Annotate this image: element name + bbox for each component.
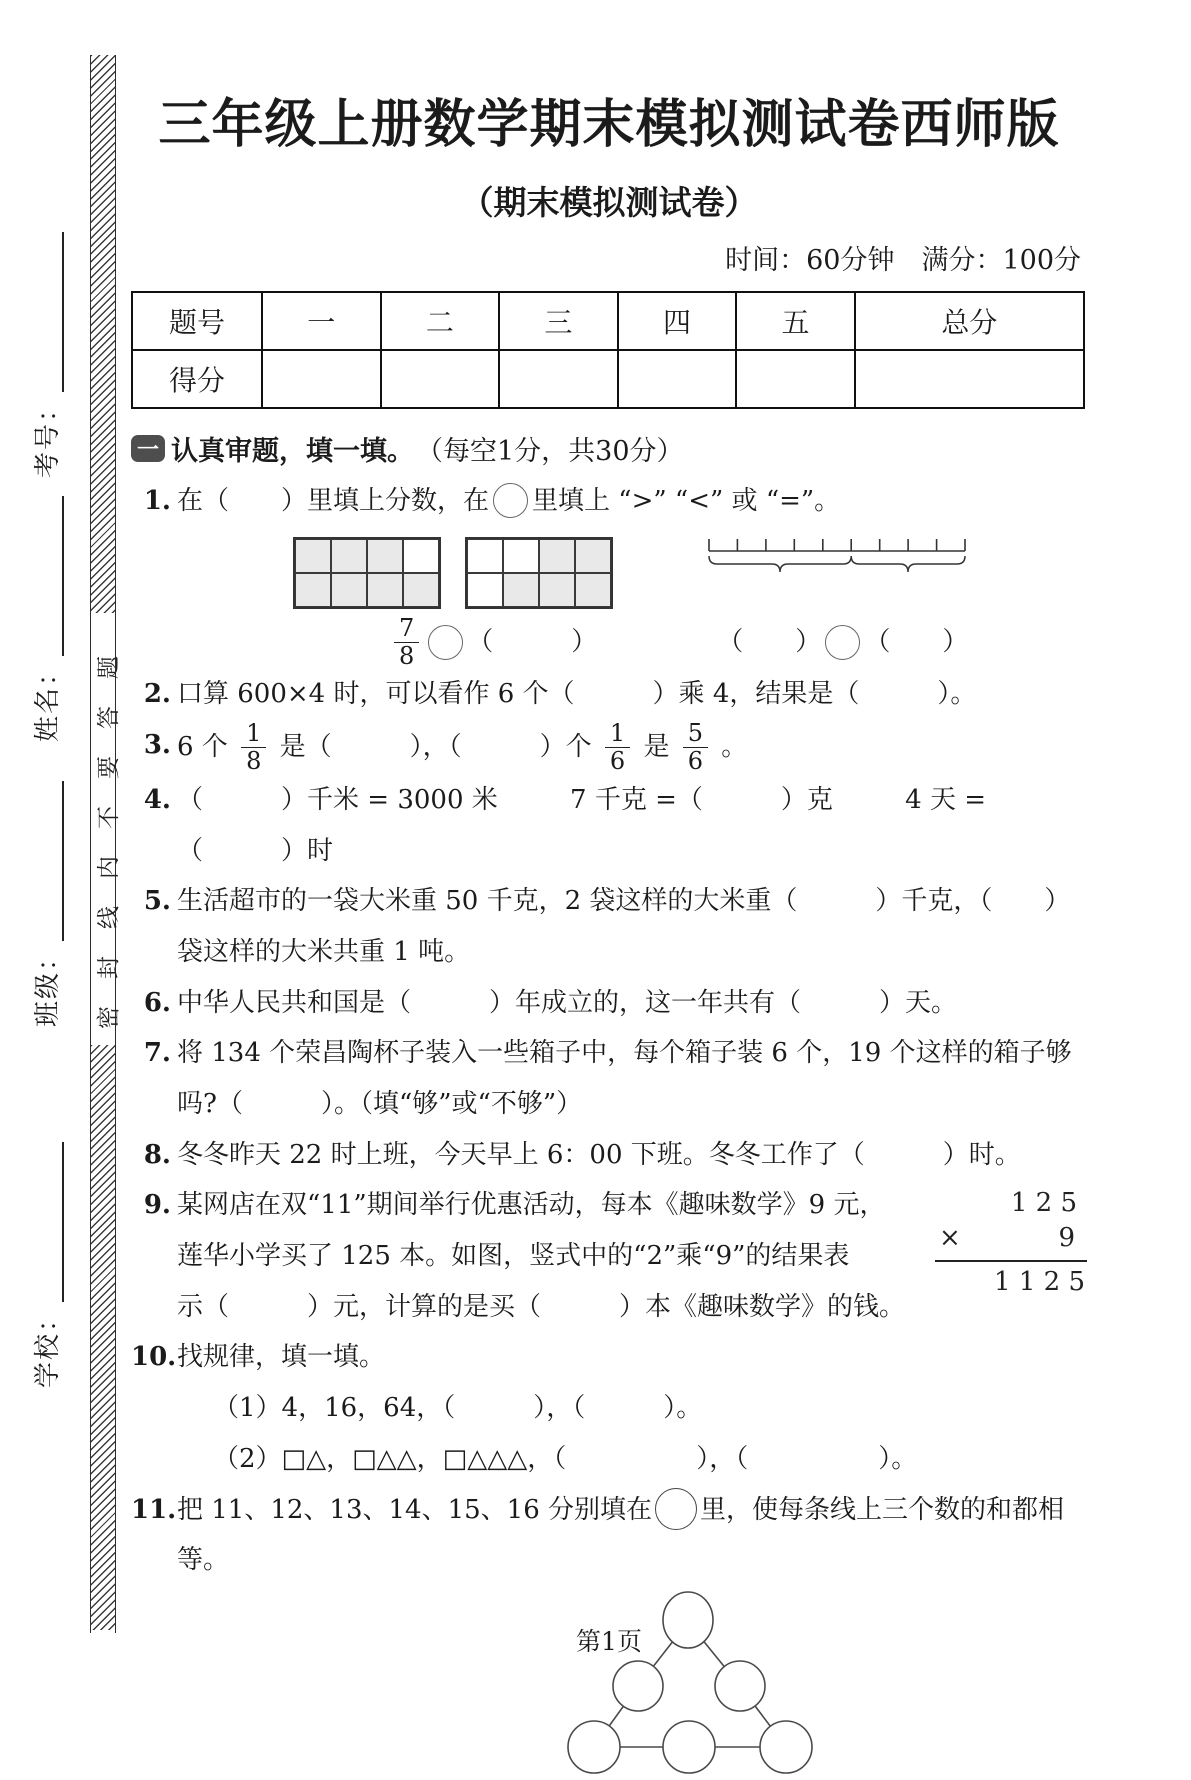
score-cell-2 xyxy=(381,350,500,408)
score-col-3: 三 xyxy=(499,292,618,350)
question-8 xyxy=(131,1130,1087,1181)
question-9-line-3: 示（ ）元，计算的是买（ ）本《趣味数学》的钱。 xyxy=(177,1291,906,1322)
question-8-text: 冬冬昨天 22 时上班，今天早上 6：00 下班。冬冬工作了（ ）时。 xyxy=(177,1139,1021,1170)
question-1-blank-b2: （ ） xyxy=(864,626,969,657)
question-10-sub-2: （2）□△，□△△，□△△△，（ ），（ ）。 xyxy=(213,1443,918,1474)
seal-warning-text: 密封线内不要答题 xyxy=(96,629,122,1029)
multiplication-result: 1 1 2 5 xyxy=(994,1266,1085,1297)
question-6-text: 中华人民共和国是（ ）年成立的，这一年共有（ ）天。 xyxy=(177,987,958,1018)
grid-cell-empty xyxy=(403,539,439,573)
fraction-grid-a xyxy=(293,537,441,609)
section-one-points-note: （每空1分，共30分） xyxy=(416,436,684,467)
fraction-grid-b xyxy=(465,537,613,609)
question-4-part-3: 4 天 =（ ）时 xyxy=(177,784,986,866)
score-cell-4 xyxy=(618,350,737,408)
number-line-figure xyxy=(703,531,971,583)
school-field xyxy=(30,1303,64,1422)
question-2-number: 2. xyxy=(143,679,171,710)
score-cell-1 xyxy=(262,350,381,408)
student-name-blank-line xyxy=(38,496,64,656)
compare-circle-icon xyxy=(428,625,463,660)
fraction-seven-eighths: $\frac{7}{8}$ xyxy=(389,615,424,670)
page-number: 第1页 xyxy=(576,1627,642,1656)
score-table-score-row xyxy=(132,350,1084,408)
question-3-text-c: 是 xyxy=(643,732,670,762)
grid-cell-shaded xyxy=(539,573,575,607)
question-10-sub-1: （1）4，16，64，（ ），（ ）。 xyxy=(213,1393,703,1424)
question-7-number: 7. xyxy=(143,1038,171,1069)
question-4-number: 4. xyxy=(143,784,171,815)
question-1-figures xyxy=(293,537,1087,609)
question-11-inline-circle-icon xyxy=(655,1488,697,1530)
question-11-text-b: 里，使每条线上三个数的和都相等。 xyxy=(177,1494,1065,1576)
grid-cell-shaded xyxy=(367,573,403,607)
question-7-line-2: 吗?（ ）。（填“够”或“不够”） xyxy=(177,1089,583,1119)
grid-cell-shaded xyxy=(575,539,611,573)
multiplier: 9 xyxy=(1058,1223,1075,1254)
question-9 xyxy=(131,1180,1087,1332)
question-3 xyxy=(131,720,1087,775)
grid-cell-shaded xyxy=(367,539,403,573)
grid-cell-shaded xyxy=(331,539,367,573)
question-7-line-1: 将 134 个荣昌陶杯子装入一些箱子中，每个箱子装 6 个，19 个这样的箱子够 xyxy=(177,1038,1072,1069)
grid-cell-shaded xyxy=(403,573,439,607)
score-col-5: 五 xyxy=(736,292,855,350)
question-3-number: 3. xyxy=(143,730,171,761)
exam-number-blank-line xyxy=(38,232,64,392)
question-3-text-d: 。 xyxy=(721,732,748,762)
fraction-one-sixth: $\frac{1}{6}$ xyxy=(600,720,635,775)
time-score-line: 时间：60分钟 满分：100分 xyxy=(725,245,1081,276)
grid-cell-shaded xyxy=(503,573,539,607)
question-4-part-1: （ ）千米 = 3000 米 xyxy=(177,784,498,815)
score-table xyxy=(131,291,1085,409)
grid-cell-shaded xyxy=(295,573,331,607)
grid-cell-shaded xyxy=(575,573,611,607)
student-name-label: 姓名： xyxy=(33,657,63,742)
question-1-answers-row xyxy=(389,615,1087,670)
question-10-number: 10. xyxy=(131,1342,177,1373)
question-8-number: 8. xyxy=(143,1139,171,1170)
question-1-text-b: 里填上 “>” “<” 或 “=”。 xyxy=(532,486,841,516)
score-cell-total xyxy=(855,350,1084,408)
question-1 xyxy=(131,476,1087,669)
grid-cell-empty xyxy=(467,573,503,607)
question-9-number: 9. xyxy=(143,1190,171,1221)
question-3-text-b: 是（ ），（ ）个 xyxy=(279,732,592,762)
multiply-sign: × xyxy=(939,1223,961,1254)
question-1-number: 1. xyxy=(143,486,171,516)
score-table-corner: 题号 xyxy=(132,292,262,350)
multiplicand: 1 2 5 xyxy=(1010,1188,1077,1219)
question-1-compare-circle-icon xyxy=(493,483,528,518)
grid-cell-shaded xyxy=(295,539,331,573)
section-one-title: 认真审题，填一填。 xyxy=(171,436,414,467)
score-cell-5 xyxy=(736,350,855,408)
page-title: 三年级上册数学期末模拟测试卷西师版 xyxy=(158,94,1060,155)
class-field xyxy=(30,942,64,1061)
vertical-multiplication-figure xyxy=(935,1186,1087,1299)
question-10-head: 找规律，填一填。 xyxy=(177,1342,386,1373)
class-blank-line xyxy=(38,781,64,941)
question-11-number: 11. xyxy=(131,1494,177,1525)
question-2 xyxy=(131,669,1087,720)
grid-cell-shaded xyxy=(539,539,575,573)
score-table-header-row xyxy=(132,292,1084,350)
question-7 xyxy=(131,1028,1087,1129)
score-col-4: 四 xyxy=(618,292,737,350)
exam-number-label: 考号： xyxy=(33,393,63,478)
score-row-label: 得分 xyxy=(132,350,262,408)
question-1-text-a: 在（ ）里填上分数，在 xyxy=(177,486,490,516)
school-label: 学校： xyxy=(33,1303,63,1388)
question-2-text: 口算 600×4 时，可以看作 6 个（ ）乘 4，结果是（ ）。 xyxy=(177,679,977,710)
question-1-blank-a: （ ） xyxy=(467,626,598,657)
section-one-badge-icon: 一 xyxy=(131,435,165,462)
compare-circle-icon-2 xyxy=(825,625,860,660)
grid-cell-shaded xyxy=(331,573,367,607)
question-5-number: 5. xyxy=(143,886,171,917)
question-9-line-2: 莲华小学买了 125 本。如图，竖式中的“2”乘“9”的结果表 xyxy=(177,1241,850,1272)
question-4-part-2: 7 千克 =（ ）克 xyxy=(570,784,833,815)
question-6 xyxy=(131,978,1087,1029)
seal-line-band xyxy=(90,55,122,1633)
question-1-blank-b1: （ ） xyxy=(717,626,822,657)
seal-hatch-bottom xyxy=(91,1045,115,1630)
question-5-line-1: 生活超市的一袋大米重 50 千克，2 袋这样的大米重（ ）千克，（ ） xyxy=(177,886,1071,917)
score-cell-3 xyxy=(499,350,618,408)
question-5 xyxy=(131,876,1087,977)
grid-cell-empty xyxy=(503,539,539,573)
grid-cell-empty xyxy=(467,539,503,573)
question-4 xyxy=(131,775,1087,876)
page-subtitle: （期末模拟测试卷） xyxy=(460,183,758,222)
score-col-2: 二 xyxy=(381,292,500,350)
fraction-one-eighth: $\frac{1}{8}$ xyxy=(236,720,271,775)
question-5-line-2: 袋这样的大米共重 1 吨。 xyxy=(177,936,471,967)
question-9-line-1: 某网店在双“11”期间举行优惠活动，每本《趣味数学》9 元， xyxy=(177,1190,886,1221)
multiplier-row xyxy=(935,1221,1087,1261)
seal-hatch-top xyxy=(91,55,115,613)
score-col-1: 一 xyxy=(262,292,381,350)
score-col-total: 总分 xyxy=(855,292,1084,350)
school-blank-line xyxy=(38,1142,64,1302)
question-3-text-a: 6 个 xyxy=(177,732,228,762)
section-one-header xyxy=(131,429,1087,468)
question-6-number: 6. xyxy=(143,987,171,1018)
question-10 xyxy=(131,1332,1087,1484)
fraction-five-sixths: $\frac{5}{6}$ xyxy=(678,720,713,775)
class-label: 班级： xyxy=(33,942,63,1027)
question-11-text-a: 把 11、12、13、14、15、16 分别填在 xyxy=(177,1494,653,1525)
